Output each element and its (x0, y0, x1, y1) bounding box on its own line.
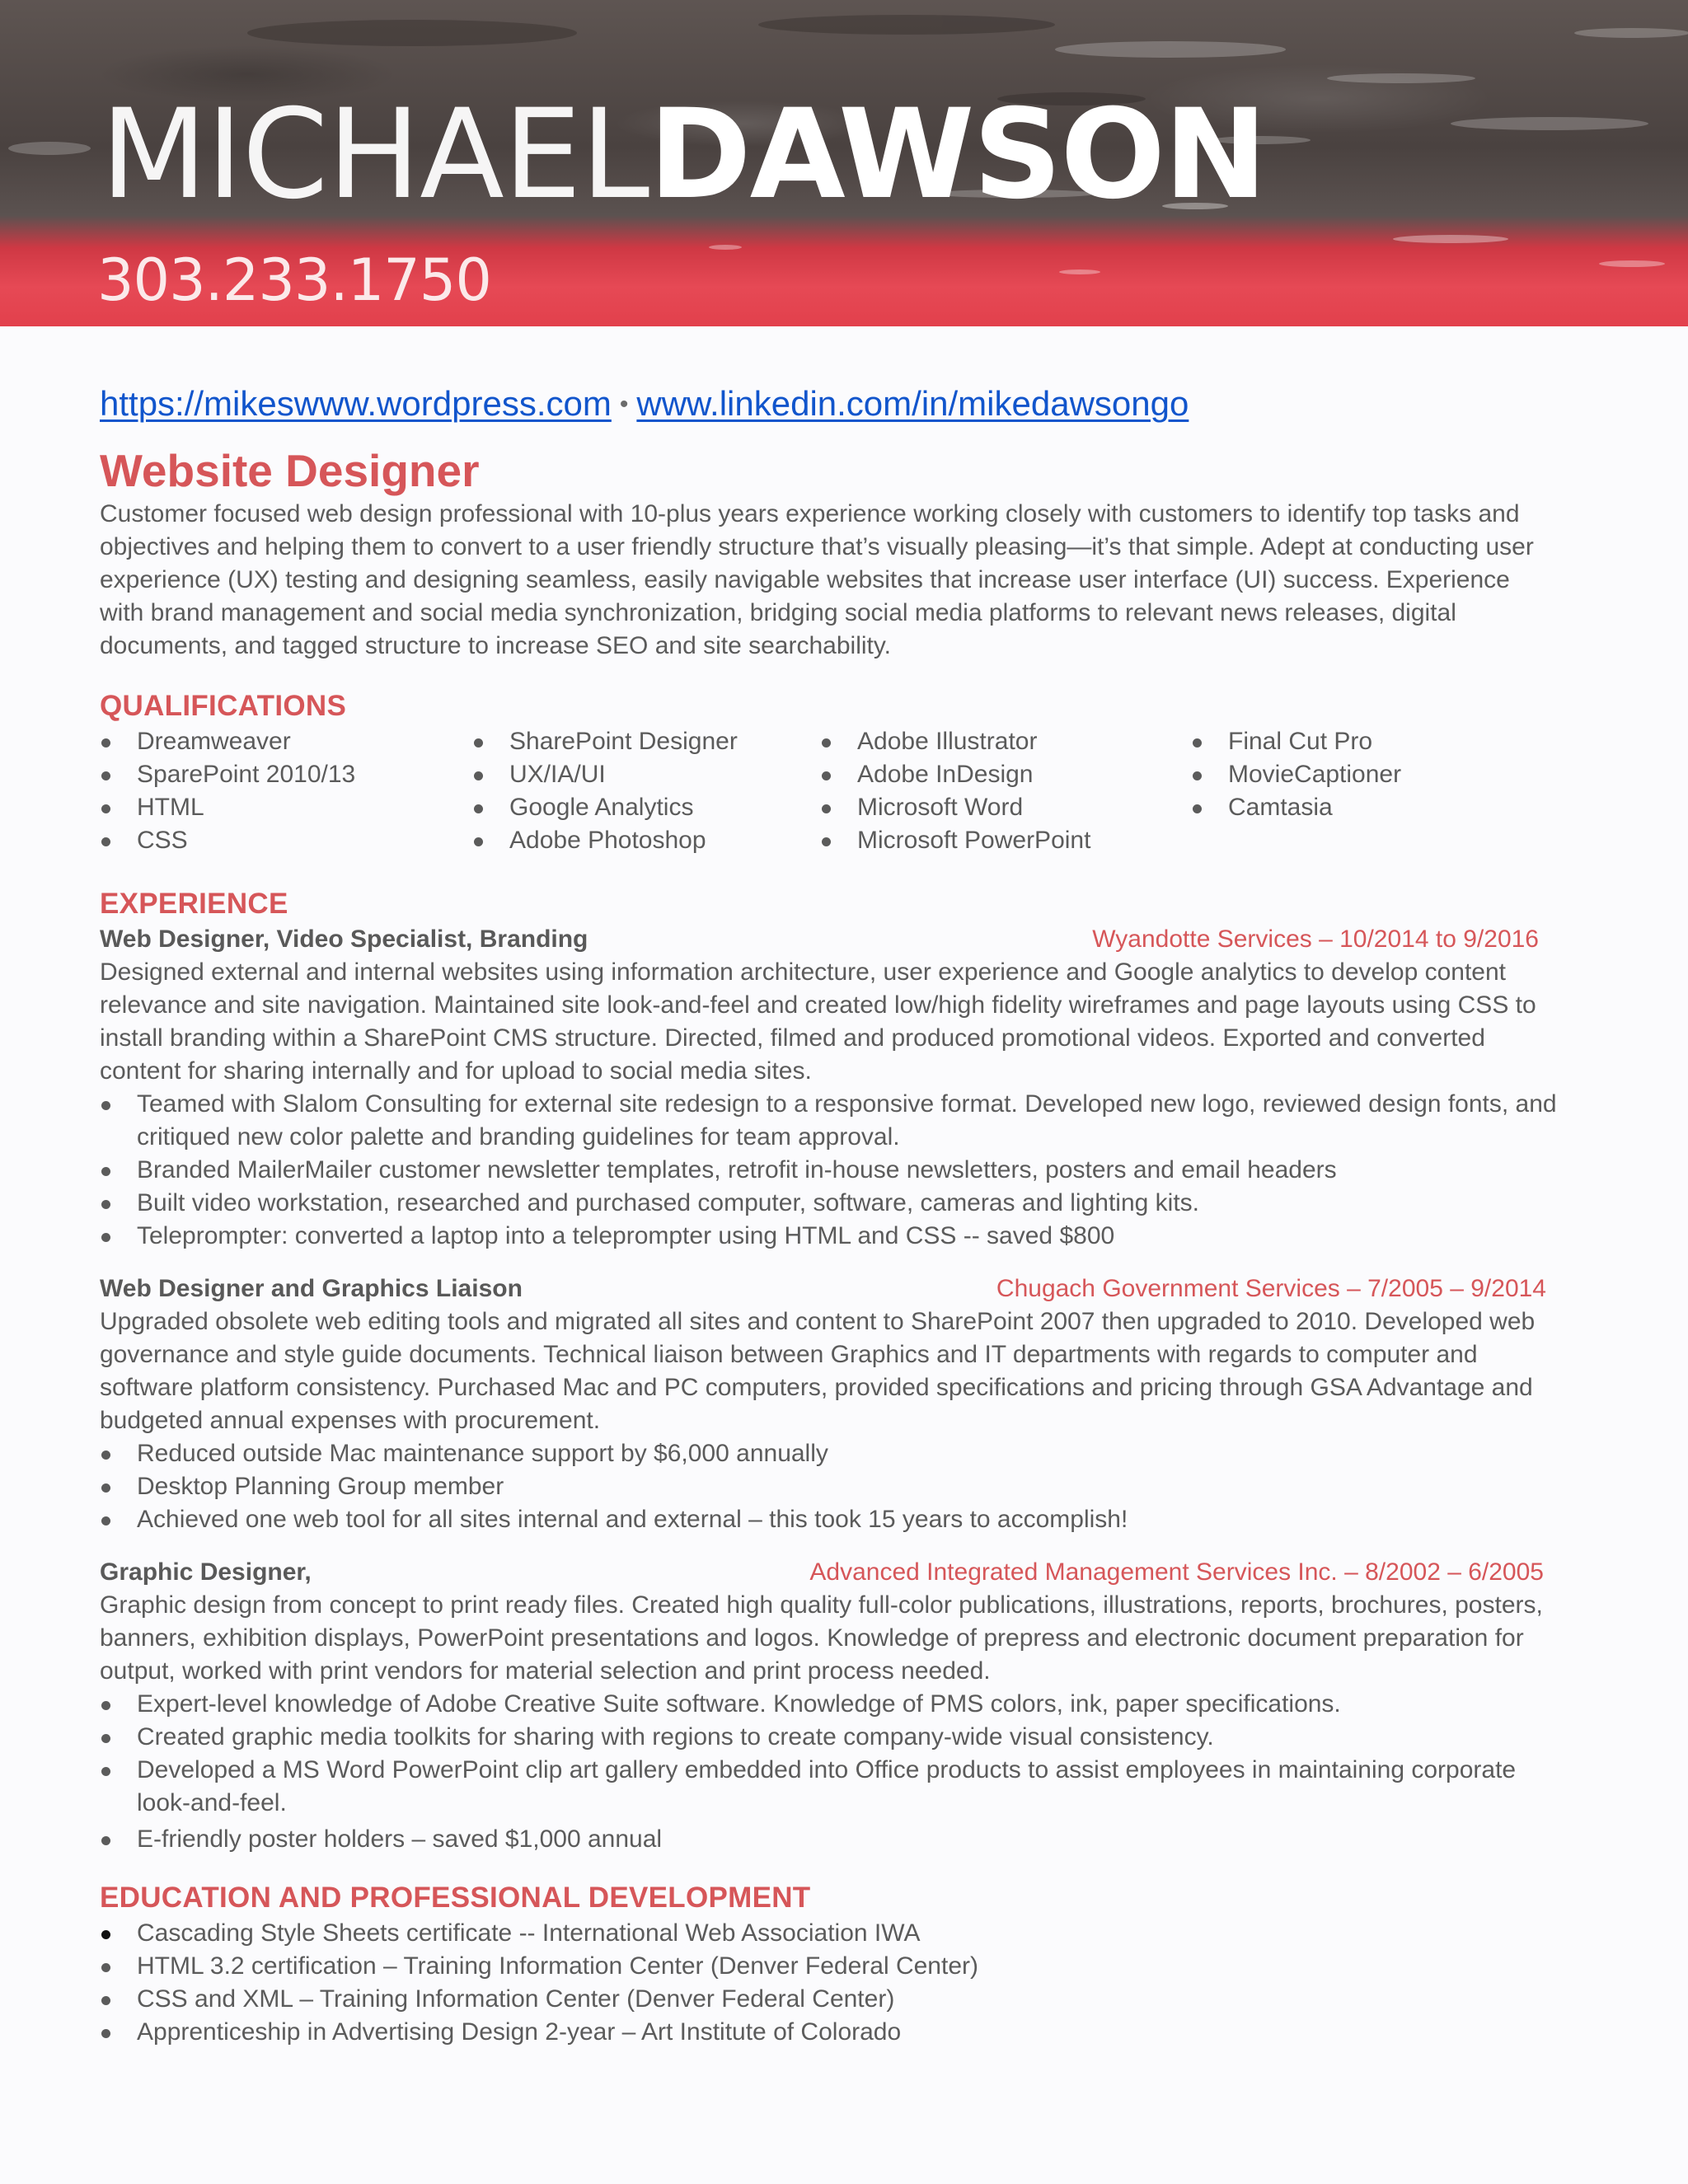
qualification-item: MovieCaptioner (1191, 758, 1554, 791)
qualifications-grid (100, 725, 1559, 857)
achievement-item: Teleprompter: converted a laptop into a teleprompter using HTML and CSS -- saved $800 (100, 1220, 1559, 1253)
job-achievements (100, 1088, 1559, 1253)
qualification-item: UX/IA/UI (472, 758, 820, 791)
achievement-item: Desktop Planning Group member (100, 1470, 1559, 1503)
education-item: HTML 3.2 certification – Training Information Center (Denver Federal Center) (100, 1950, 1559, 1983)
job-description: Designed external and internal websites using information architecture, user experience and Google analytics to develop content relevance and site navigation. Maintained site look-and-feel and created low/high fidelity wireframes and page layouts using CSS to install branding within a SharePoint CMS structure. Directed, filmed and produced promotional videos. Exported and converted content for sharing internally and for upload to social media sites. (100, 958, 1536, 1085)
achievement-item: Teamed with Slalom Consulting for external site redesign to a responsive format. Developed new logo, reviewed design fonts, and critiqued new color palette and branding guidelines for team approval. (100, 1088, 1559, 1154)
achievement-item: E-friendly poster holders – saved $1,000 annual (100, 1823, 1559, 1856)
resume-body (100, 379, 1559, 2049)
job-title: Web Designer and Graphics Liaison (100, 1275, 523, 1302)
linkedin-link[interactable]: www.linkedin.com/in/mikedawsongo (636, 384, 1189, 423)
job-description: Upgraded obsolete web editing tools and migrated all sites and content to SharePoint 2007 then upgraded to 2010. Developed web governance and style guide documents. Technical liaison between Graphics and IT departments with regards to computer and software platform consistency. Purchased Mac and PC computers, provided specifications and pricing through GSA Advantage and budgeted annual expenses with procurement. (100, 1308, 1536, 1434)
job-title: Graphic Designer, (100, 1558, 312, 1586)
achievement-item: Expert-level knowledge of Adobe Creative Suite software. Knowledge of PMS colors, ink, paper specifications. (100, 1688, 1559, 1721)
achievement-item: Branded MailerMailer customer newsletter templates, retrofit in-house newsletters, posters and email headers (100, 1154, 1559, 1187)
achievement-item: Built video workstation, researched and purchased computer, software, cameras and lighting kits. (100, 1187, 1559, 1220)
qualification-item: HTML (100, 791, 472, 824)
job-entry (100, 923, 1559, 1253)
achievement-item: Created graphic media toolkits for sharing with regions to create company-wide visual consistency. (100, 1721, 1559, 1754)
qualifications-heading: QUALIFICATIONS (100, 690, 347, 722)
first-name: MICHAEL (101, 83, 649, 227)
job-employer-dates: Advanced Integrated Management Services Inc. – 8/2002 – 6/2005 (809, 1558, 1544, 1586)
qualifications-column-1 (100, 725, 472, 857)
job-achievements (100, 1688, 1559, 1856)
last-name: DAWSON (649, 83, 1266, 227)
qualification-item: Adobe Illustrator (820, 725, 1191, 758)
job-header (100, 1556, 1559, 1589)
qualification-item: SharePoint Designer (472, 725, 820, 758)
candidate-name (101, 83, 1266, 227)
qualification-item: CSS (100, 824, 472, 857)
job-title: Web Designer, Video Specialist, Branding (100, 926, 588, 953)
link-separator: • (619, 391, 629, 418)
job-description: Graphic design from concept to print ready files. Created high quality full-color publications, illustrations, reports, brochures, posters, banners, exhibition displays, PowerPoint presentations and logos. Knowledge of prepress and electronic document preparation for output, worked with print vendors for material selection and print process needed. (100, 1591, 1543, 1685)
job-header (100, 1272, 1559, 1305)
phone-number: 303.233.1750 (97, 246, 491, 314)
qualification-item: SparePoint 2010/13 (100, 758, 472, 791)
summary-paragraph: Customer focused web design professional with 10-plus years experience working closely with customers to identify top tasks and objectives and helping them to convert to a user friendly structure that’s visually pleasing—it’s that simple. Adept at conducting user experience (UX) testing and designing seamless, easily navigable websites that increase user interface (UI) success. Experience with brand management and social media synchronization, bridging social media platforms to relevant news releases, digital documents, and tagged structure to increase SEO and site searchability. (100, 500, 1534, 659)
education-heading: EDUCATION AND PROFESSIONAL DEVELOPMENT (100, 1882, 811, 1914)
qualification-item: Microsoft PowerPoint (820, 824, 1191, 857)
achievement-item: Achieved one web tool for all sites internal and external – this took 15 years to accomplish! (100, 1503, 1559, 1536)
qualifications-column-4 (1191, 725, 1554, 857)
education-item: Cascading Style Sheets certificate -- International Web Association IWA (100, 1917, 1559, 1950)
qualification-item: Adobe InDesign (820, 758, 1191, 791)
qualification-item: Camtasia (1191, 791, 1554, 824)
job-achievements (100, 1437, 1559, 1536)
job-employer-dates: Wyandotte Services – 10/2014 to 9/2016 (1092, 926, 1539, 953)
qualification-item: Dreamweaver (100, 725, 472, 758)
qualification-item: Google Analytics (472, 791, 820, 824)
education-item: Apprenticeship in Advertising Design 2-year – Art Institute of Colorado (100, 2016, 1559, 2049)
qualification-item: Final Cut Pro (1191, 725, 1554, 758)
job-entry (100, 1556, 1559, 1856)
education-list (100, 1917, 1559, 2049)
job-entry (100, 1272, 1559, 1536)
role-title: Website Designer (100, 445, 480, 496)
qualifications-column-2 (472, 725, 820, 857)
qualification-item: Microsoft Word (820, 791, 1191, 824)
qualifications-column-3 (820, 725, 1191, 857)
contact-links (100, 379, 1559, 429)
achievement-item: Reduced outside Mac maintenance support by $6,000 annually (100, 1437, 1559, 1470)
education-item: CSS and XML – Training Information Center (Denver Federal Center) (100, 1983, 1559, 2016)
blog-link[interactable]: https://mikeswww.wordpress.com (100, 384, 612, 423)
achievement-item: Developed a MS Word PowerPoint clip art gallery embedded into Office products to assist employees in maintaining corporate look-and-feel. (100, 1754, 1559, 1820)
job-header (100, 923, 1559, 956)
job-employer-dates: Chugach Government Services – 7/2005 – 9/2014 (996, 1275, 1546, 1302)
qualification-item: Adobe Photoshop (472, 824, 820, 857)
header-banner (0, 0, 1688, 326)
experience-heading: EXPERIENCE (100, 888, 288, 920)
